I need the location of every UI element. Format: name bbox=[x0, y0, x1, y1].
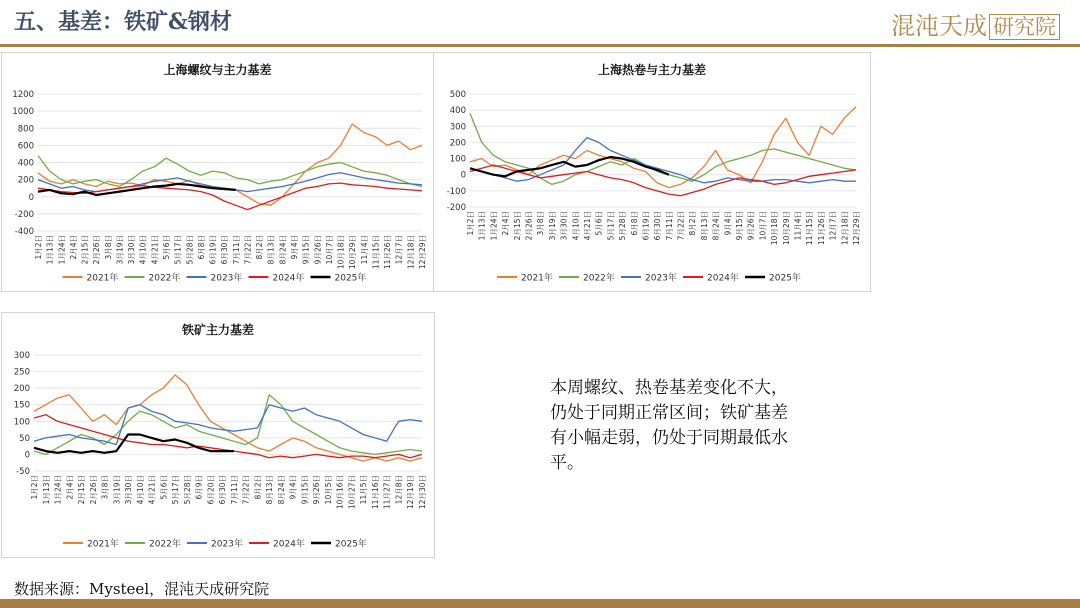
x-tick-label: 1月24日 bbox=[489, 211, 499, 241]
page-title: 五、基差：铁矿&钢材 bbox=[14, 9, 232, 35]
chart-title: 上海热卷与主力基差 bbox=[597, 63, 707, 77]
x-tick-label: 3月8日 bbox=[536, 211, 546, 236]
x-tick-label: 7月11日 bbox=[229, 475, 239, 505]
x-tick-label: 7月11日 bbox=[664, 211, 674, 241]
x-tick-label: 2月26日 bbox=[524, 211, 534, 241]
y-tick-label: 0 bbox=[460, 170, 466, 181]
legend-entry: 2024年 bbox=[272, 273, 305, 284]
x-tick-label: 10月27日 bbox=[347, 475, 357, 510]
x-tick-label: 2月4日 bbox=[501, 211, 511, 236]
series-line-s2022 bbox=[34, 395, 422, 455]
x-tick-label: 4月10日 bbox=[135, 475, 145, 505]
legend-entry: 2022年 bbox=[148, 273, 181, 284]
x-tick-label: 1月2日 bbox=[30, 475, 39, 500]
x-tick-label: 10月29日 bbox=[781, 211, 791, 246]
x-tick-label: 8月2日 bbox=[688, 211, 698, 236]
y-tick-label: 200 bbox=[449, 138, 466, 149]
x-tick-label: 12月29日 bbox=[418, 235, 427, 270]
y-tick-label: 300 bbox=[13, 351, 30, 361]
x-tick-label: 2月4日 bbox=[65, 475, 75, 500]
logo-box: 研究院 bbox=[989, 14, 1060, 40]
data-source: 数据来源：Mysteel，混沌天成研究院 bbox=[14, 580, 270, 598]
series-line-s2023 bbox=[34, 405, 422, 445]
x-tick-label: 1月24日 bbox=[53, 475, 63, 505]
x-tick-label: 1月24日 bbox=[57, 235, 67, 265]
y-tick-label: 400 bbox=[17, 158, 34, 169]
x-tick-label: 8月13日 bbox=[266, 235, 276, 265]
x-tick-label: 8月13日 bbox=[265, 475, 275, 505]
x-tick-label: 5月6日 bbox=[162, 235, 171, 260]
legend-entry: 2024年 bbox=[273, 539, 305, 550]
legend-entry: 2021年 bbox=[521, 273, 553, 284]
y-tick-label: -200 bbox=[14, 209, 34, 220]
x-tick-label: 6月9日 bbox=[194, 475, 204, 500]
x-tick-label: 4月10日 bbox=[138, 235, 148, 265]
x-tick-label: 12月19日 bbox=[406, 475, 416, 510]
x-tick-label: 5月17日 bbox=[173, 235, 183, 265]
x-tick-label: 4月21日 bbox=[147, 475, 157, 505]
x-tick-label: 10月7日 bbox=[758, 211, 768, 241]
y-tick-label: 100 bbox=[13, 417, 30, 428]
legend-entry: 2025年 bbox=[335, 539, 367, 550]
x-tick-label: 9月26日 bbox=[746, 211, 756, 241]
x-tick-label: 11月16日 bbox=[370, 475, 380, 510]
x-tick-label: 8月2日 bbox=[255, 235, 265, 260]
x-tick-label: 10月29日 bbox=[348, 235, 358, 270]
x-tick-label: 9月4日 bbox=[288, 475, 298, 500]
x-tick-label: 7月11日 bbox=[231, 235, 241, 265]
x-tick-label: 1月2日 bbox=[34, 235, 43, 260]
legend-entry: 2022年 bbox=[149, 539, 181, 550]
chart-panel-rebar bbox=[1, 52, 434, 292]
x-tick-label: 3月19日 bbox=[547, 211, 557, 241]
y-tick-label: 50 bbox=[19, 433, 30, 444]
y-tick-label: 500 bbox=[449, 90, 466, 100]
chart-panel-ironore bbox=[1, 312, 435, 558]
chart-ironore-basis bbox=[2, 313, 434, 557]
y-tick-label: -400 bbox=[14, 227, 34, 237]
x-tick-label: 6月30日 bbox=[220, 235, 230, 265]
x-tick-label: 5月17日 bbox=[606, 211, 616, 241]
series-line-s2022 bbox=[38, 156, 422, 187]
brand-logo bbox=[891, 6, 1060, 41]
x-tick-label: 11月26日 bbox=[383, 235, 393, 270]
y-tick-label: 800 bbox=[17, 124, 34, 135]
x-tick-label: 2月26日 bbox=[88, 475, 98, 505]
x-tick-label: 8月13日 bbox=[699, 211, 709, 241]
x-tick-label: 11月4日 bbox=[793, 211, 803, 241]
x-tick-label: 11月4日 bbox=[359, 235, 369, 265]
series-line-s2023 bbox=[470, 138, 856, 183]
x-tick-label: 11月27日 bbox=[382, 475, 392, 510]
x-tick-label: 12月7日 bbox=[828, 211, 838, 241]
x-tick-label: 12月7日 bbox=[394, 235, 404, 265]
x-tick-label: 3月30日 bbox=[127, 235, 137, 265]
header-divider bbox=[0, 44, 1080, 47]
legend-entry: 2022年 bbox=[583, 273, 615, 284]
x-tick-label: 7月22日 bbox=[243, 235, 253, 265]
legend-entry: 2021年 bbox=[87, 539, 119, 550]
x-tick-label: 2月15日 bbox=[512, 211, 522, 241]
y-tick-label: 300 bbox=[449, 122, 466, 133]
x-tick-label: 5月28日 bbox=[182, 475, 192, 505]
x-tick-label: 6月19日 bbox=[208, 235, 218, 265]
x-tick-label: 3月19日 bbox=[112, 475, 122, 505]
chart-title: 上海螺纹与主力基差 bbox=[163, 63, 272, 77]
x-tick-label: 11月15日 bbox=[371, 235, 381, 270]
x-tick-label: 1月13日 bbox=[41, 475, 51, 505]
x-tick-label: 11月15日 bbox=[805, 211, 815, 246]
x-tick-label: 10月7日 bbox=[324, 235, 334, 265]
x-tick-label: 6月30日 bbox=[218, 475, 228, 505]
y-tick-label: 400 bbox=[449, 106, 466, 117]
x-tick-label: 12月30日 bbox=[418, 475, 427, 510]
x-tick-label: 11月26日 bbox=[816, 211, 826, 246]
legend-entry: 2023年 bbox=[645, 273, 677, 284]
y-tick-label: 200 bbox=[17, 175, 34, 186]
y-tick-label: 1200 bbox=[12, 90, 34, 100]
x-tick-label: 1月13日 bbox=[45, 235, 55, 265]
x-tick-label: 7月22日 bbox=[241, 475, 251, 505]
x-tick-label: 8月2日 bbox=[253, 475, 263, 500]
x-tick-label: 3月30日 bbox=[559, 211, 569, 241]
x-tick-label: 12月8日 bbox=[394, 475, 404, 505]
x-tick-label: 5月28日 bbox=[618, 211, 628, 241]
legend-entry: 2025年 bbox=[769, 273, 801, 284]
y-tick-label: 1000 bbox=[12, 107, 34, 118]
x-tick-label: 2月4日 bbox=[68, 235, 78, 260]
x-tick-label: 9月15日 bbox=[735, 211, 745, 241]
x-tick-label: 1月2日 bbox=[466, 211, 475, 236]
x-tick-label: 4月21日 bbox=[582, 211, 592, 241]
x-tick-label: 3月30日 bbox=[124, 475, 134, 505]
x-tick-label: 10月18日 bbox=[336, 235, 346, 270]
series-line-s2022 bbox=[470, 113, 856, 184]
x-tick-label: 8月24日 bbox=[711, 211, 721, 241]
x-tick-label: 5月6日 bbox=[594, 211, 604, 236]
x-tick-label: 9月4日 bbox=[290, 235, 299, 260]
x-tick-label: 5月6日 bbox=[159, 475, 169, 500]
legend-entry: 2023年 bbox=[211, 539, 243, 550]
x-tick-label: 6月8日 bbox=[629, 211, 639, 236]
x-tick-label: 12月29日 bbox=[852, 211, 861, 246]
x-tick-label: 2月15日 bbox=[77, 475, 87, 505]
y-tick-label: 150 bbox=[13, 400, 30, 411]
x-tick-label: 10月16日 bbox=[335, 475, 345, 510]
x-tick-label: 8月24日 bbox=[278, 235, 288, 265]
chart-title: 铁矿主力基差 bbox=[181, 323, 255, 337]
legend-entry: 2021年 bbox=[86, 273, 119, 284]
legend-entry: 2023年 bbox=[210, 273, 243, 284]
y-tick-label: 250 bbox=[13, 367, 30, 378]
x-tick-label: 7月22日 bbox=[676, 211, 686, 241]
x-tick-label: 12月18日 bbox=[840, 211, 850, 246]
x-tick-label: 9月15日 bbox=[300, 475, 310, 505]
x-tick-label: 8月24日 bbox=[276, 475, 286, 505]
x-tick-label: 10月18日 bbox=[770, 211, 780, 246]
x-tick-label: 9月26日 bbox=[312, 475, 322, 505]
logo-text: 混沌天成 bbox=[891, 12, 987, 40]
x-tick-label: 5月28日 bbox=[185, 235, 195, 265]
y-tick-label: 100 bbox=[449, 154, 466, 165]
chart-hotcoil-basis bbox=[434, 53, 870, 291]
x-tick-label: 10月5日 bbox=[323, 475, 333, 505]
series-line-s2021 bbox=[470, 107, 856, 188]
x-tick-label: 11月5日 bbox=[359, 475, 369, 505]
legend-entry: 2024年 bbox=[707, 273, 739, 284]
x-tick-label: 1月13日 bbox=[477, 211, 487, 241]
chart-rebar-basis bbox=[2, 53, 433, 291]
x-tick-label: 3月8日 bbox=[100, 475, 110, 500]
x-tick-label: 3月8日 bbox=[103, 235, 113, 260]
x-tick-label: 9月26日 bbox=[313, 235, 323, 265]
chart-panel-hotcoil bbox=[433, 52, 871, 292]
x-tick-label: 2月15日 bbox=[80, 235, 90, 265]
x-tick-label: 5月17日 bbox=[171, 475, 181, 505]
x-tick-label: 6月8日 bbox=[196, 235, 206, 260]
x-tick-label: 9月15日 bbox=[301, 235, 311, 265]
series-line-s2021 bbox=[38, 124, 422, 205]
y-tick-label: -50 bbox=[16, 467, 30, 477]
y-tick-label: 600 bbox=[17, 141, 34, 152]
x-tick-label: 9月4日 bbox=[723, 211, 733, 236]
x-tick-label: 6月20日 bbox=[206, 475, 216, 505]
y-tick-label: 200 bbox=[13, 384, 30, 395]
x-tick-label: 3月19日 bbox=[115, 235, 125, 265]
x-tick-label: 2月26日 bbox=[92, 235, 102, 265]
x-tick-label: 12月18日 bbox=[406, 235, 416, 270]
x-tick-label: 4月10日 bbox=[571, 211, 581, 241]
legend-entry: 2025年 bbox=[334, 273, 367, 284]
y-tick-label: 0 bbox=[28, 192, 34, 203]
y-tick-label: 0 bbox=[24, 450, 30, 461]
y-tick-label: -200 bbox=[446, 203, 466, 213]
x-tick-label: 6月30日 bbox=[653, 211, 663, 241]
x-tick-label: 6月19日 bbox=[641, 211, 651, 241]
y-tick-label: -100 bbox=[446, 186, 466, 197]
commentary-text: 本周螺纹、热卷基差变化不大，仍处于同期正常区间；铁矿基差有小幅走弱，仍处于同期最低水平。 bbox=[550, 378, 788, 473]
footer-bar bbox=[0, 599, 1080, 608]
x-tick-label: 4月21日 bbox=[150, 235, 160, 265]
